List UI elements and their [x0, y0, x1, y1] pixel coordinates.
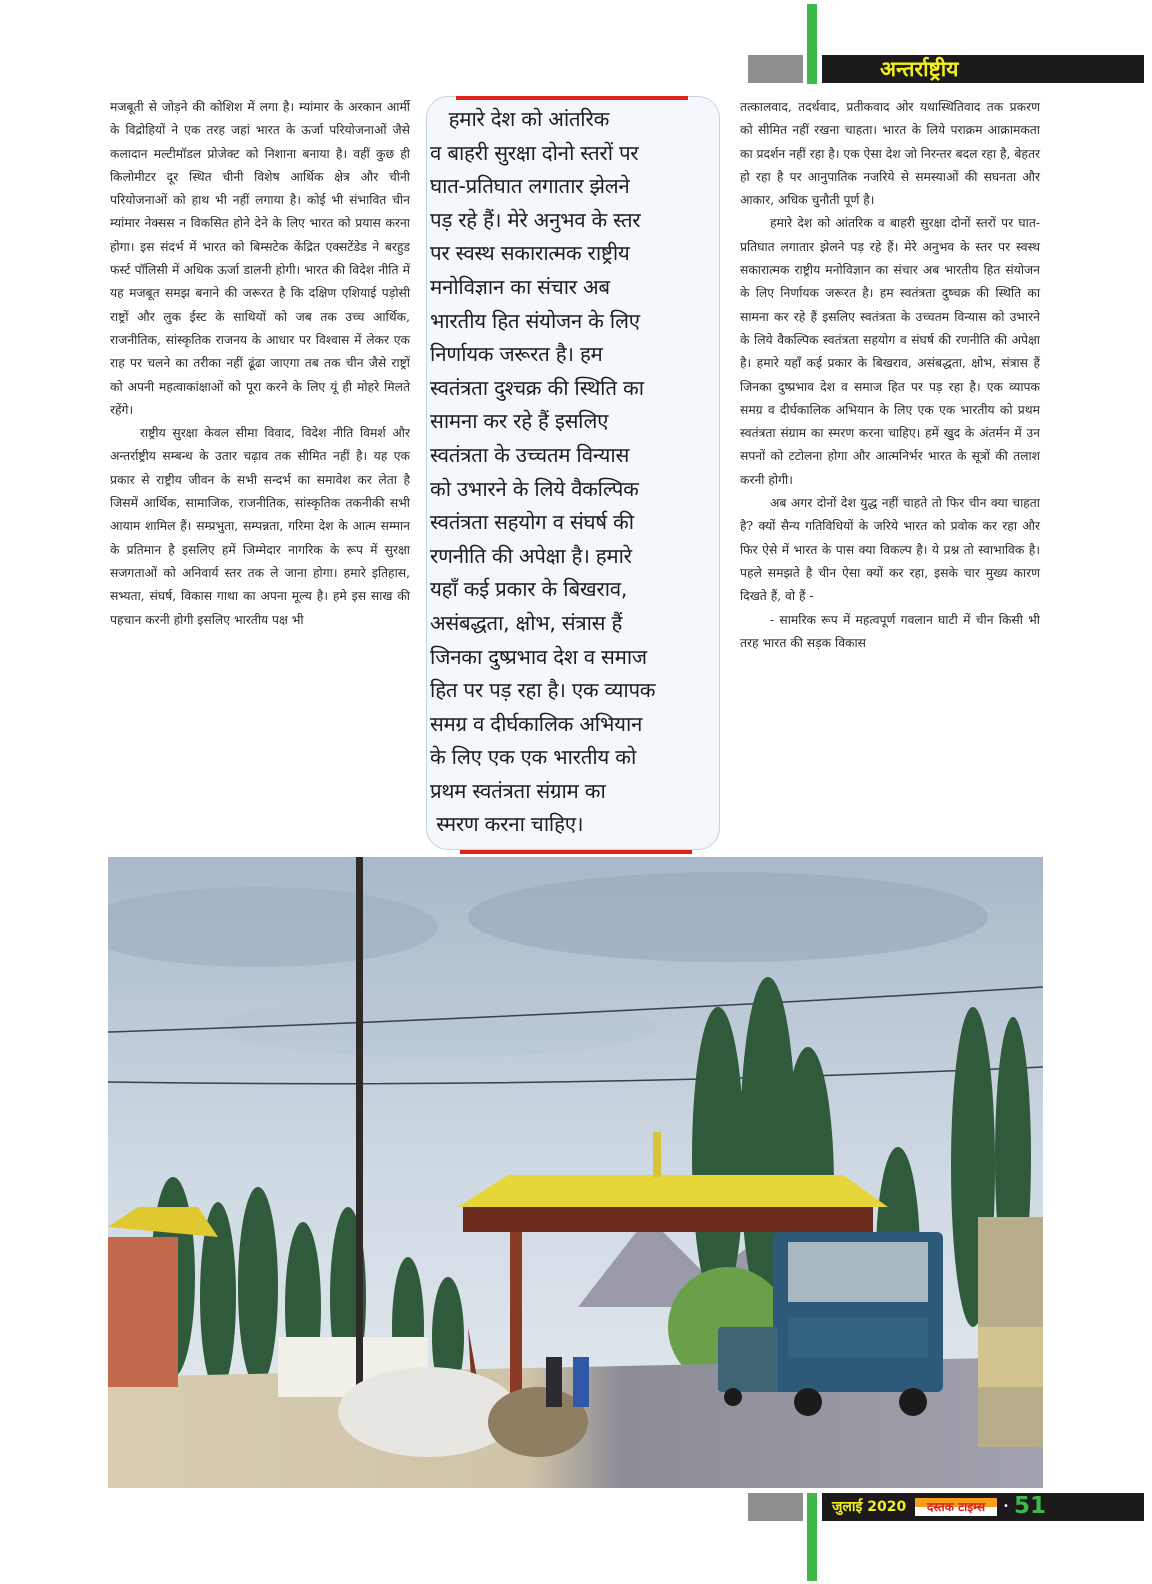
magazine-logo [915, 1498, 997, 1516]
pull-quote-line: सामना कर रहे हैं इसलिए [430, 409, 609, 434]
pull-quote-line: जिनका दुष्प्रभाव देश व समाज [430, 644, 647, 669]
footer-separator: • [1003, 1501, 1009, 1512]
header-green-accent-bar [807, 4, 817, 84]
pull-quote-line: असंबद्धता, क्षोभ, संत्रास हैं [430, 610, 623, 635]
pull-quote-line: हित पर पड़ रहा है। एक व्यापक [430, 678, 656, 703]
truck-right [978, 1217, 1043, 1447]
pull-quote-line: व बाहरी सुरक्षा दोनो स्तरों पर [430, 140, 639, 165]
person-cyclist [573, 1357, 589, 1407]
pull-quote-line: घात-प्रतिघात लगातार झेलने [430, 174, 630, 199]
pull-quote-line: को उभारने के लिये वैकल्पिक [430, 476, 639, 501]
left-paragraph: मजबूती से जोड़ने की कोशिश में लगा है। म्यांमार के अरकान आर्मी के विद्रोहियों ने एक तरह जहां भारत के ऊर्जा परियोजनाओं जैसे कलादान मल्टीमॉडल प्रोजेक्ट को निशाना बनाया है। वहीं कुछ ही किलोमीटर दूर स्थित चीनी विशेष आर्थिक क्षेत्र और चीनी परियोजनाओं को हाथ भी नहीं लगाया है। कोई भी संभावित चीन म्यांमार नेक्सस न विकसित होने देने के लिए भारत को प्रयास करना होगा। इस संदर्भ में भारत को बिम्सटेक केंद्रित एक्सटेंडेड ने बरहुड फर्स्ट पॉलिसी में अधिक ऊर्जा डालनी होगी। भारत की विदेश नीति में यह मजबूत समझ बनाने की जरूरत है कि दक्षिण एशियाई पड़ोसी राष्ट्रों और लुक ईस्ट के साथियों को जब तक उच्च आर्थिक, राजनीतिक, सांस्कृतिक राजनय के आधार पर विश्वास में लेकर एक राह पर चलने का तरीका नहीं ढूंढा जाएगा तब तक चीन जैसे राष्ट्रों को अपनी महत्वाकांक्षाओं को पूरा करने के लिए यूं ही मोहरे मिलते रहेंगे। [110, 100, 410, 417]
magazine-logo-text: दस्तक टाइम्स [926, 1500, 986, 1514]
pull-quote-line: निर्णायक जरूरत है। हम [430, 342, 603, 367]
right-paragraph: - सामरिक रूप में महत्वपूर्ण गवलान घाटी में चीन किसी भी तरह भारत की सड़क विकास [740, 612, 1040, 650]
pull-quote-line: स्वतंत्रता सहयोग व संघर्ष की [430, 510, 634, 535]
pull-quote-line: पड़ रहे हैं। मेरे अनुभव के स्तर [430, 207, 641, 232]
pull-quote-line: यहाँ कई प्रकार के बिखराव, [430, 577, 628, 602]
pull-quote-bottom-rule [460, 850, 692, 854]
left-column [110, 96, 410, 632]
pull-quote-text [430, 103, 720, 842]
footer-gray-block [748, 1493, 803, 1521]
page-number: 51 [1014, 1493, 1047, 1519]
header-black-bar [822, 55, 1144, 83]
cloud [218, 997, 658, 1057]
pull-quote-line: हमारे देश को आंतरिक [430, 107, 610, 131]
right-paragraph: तत्कालवाद, तदर्थवाद, प्रतीकवाद ओर यथास्थितिवाद तक प्रकरण को सीमित नहीं रखना चाहता। भारत के लिये पराक्रम आक्रामकता का प्रदर्शन नहीं रहा है। एक ऐसा देश जो निरन्तर बदल रहा है, बेहतर हो रहा है पर आनुपातिक नजरिये से समस्याओं की सघनता और आकार, अधिक चुनौती पूर्ण है। [740, 100, 1040, 208]
section-title: अन्तर्राष्ट्रीय [880, 57, 959, 81]
footer-green-accent-bar [807, 1493, 817, 1581]
issue-date: जुलाई 2020 [832, 1499, 907, 1515]
road-checkpoint-illustration [108, 857, 1043, 1488]
pull-quote-top-rule [456, 96, 688, 100]
truck-front [773, 1232, 943, 1416]
pull-quote-line: स्वतंत्रता के उच्चतम विन्यास [430, 442, 629, 467]
pull-quote-line: भारतीय हित संयोजन के लिए [430, 308, 640, 333]
pull-quote-line: मनोविज्ञान का संचार अब [430, 274, 610, 299]
left-paragraph: राष्ट्रीय सुरक्षा केवल सीमा विवाद, विदेश नीति विमर्श और अन्तर्राष्ट्रीय सम्बन्ध के उतार चढ़ाव तक सीमित नहीं है। यह एक प्रकार से राष्ट्रीय जीवन के सभी सन्दर्भ का समावेश कर लेता है जिसमें आर्थिक, सामाजिक, राजनीतिक, सांस्कृतिक तकनीकी सभी आयाम शामिल हैं। सम्प्रभुता, सम्पन्नता, गरिमा देश के आत्म सम्मान के प्रतिमान है इसलिए हमें जिम्मेदार नागरिक के रूप में सुरक्षा सजगताओं को अनिवार्य स्तर तक ले जाना होगा। हमारे इतिहास, सभ्यता, संघर्ष, विकास गाथा का अपना मूल्य है। हमे इस साख की पहचान करनी होगी इसलिए भारतीय पक्ष भी [110, 426, 410, 627]
person [546, 1357, 562, 1407]
right-paragraph: अब अगर दोनों देश युद्ध नहीं चाहते तो फिर चीन क्या चाहता है? क्यों सैन्य गतिविधियों के जरिये भारत को प्रवोक कर रहा और फिर ऐसे में भारत के पास क्या विकल्प है। ये प्रश्न तो स्वाभाविक है। पहले समझते है चीन ऐसा क्यों कर रहा, इसके चार मुख्य कारण दिखते हैं, वो हैं - [740, 496, 1040, 604]
cloud [468, 872, 988, 962]
pull-quote-line: स्वतंत्रता दुश्चक्र की स्थिति का [430, 375, 644, 400]
pull-quote-line: पर स्वस्थ सकारात्मक राष्ट्रीय [430, 241, 630, 266]
pull-quote-line: प्रथम स्वतंत्रता संग्राम का [430, 778, 606, 803]
right-column [740, 96, 1040, 655]
temple-building [108, 1237, 178, 1387]
right-paragraph: हमारे देश को आंतरिक व बाहरी सुरक्षा दोनों स्तरों पर घात-प्रतिघात लगातार झेलने पड़ रहे हैं। मेरे अनुभव के स्तर पर स्वस्थ सकारात्मक राष्ट्रीय मनोविज्ञान का संचार अब भारतीय हित संयोजन के लिए निर्णायक जरूरत है। हम स्वतंत्रता दुष्चक्र की स्थिति का सामना कर रहे हैं इसलिए स्वतंत्रता के उच्चतम विन्यास को उभारने के लिये वैकल्पिक स्वतंत्रता सहयोग व संघर्ष की रणनीति की अपेक्षा है। हमारे यहाँ कई प्रकार के बिखराव, असंबद्धता, क्षोभ, संत्रास हैं जिनका दुष्प्रभाव देश व समाज हित पर पड़ रहा है। एक व्यापक समग्र व दीर्घकालिक अभियान के लिए एक एक भारतीय को प्रथम स्वतंत्रता संग्राम का स्मरण करना चाहिए। हमें खुद के अंतर्मन में उन सपनों को टटोलना होगा और आत्मनिर्भर भारत के सूत्रों की तलाश करनी होगी। [740, 216, 1040, 487]
utility-pole [356, 857, 363, 1417]
header-gray-block [748, 55, 803, 83]
pull-quote-line: के लिए एक एक भारतीय को [430, 745, 636, 770]
pull-quote-line: स्मरण करना चाहिए। [430, 812, 584, 837]
pull-quote-line: रणनीति की अपेक्षा है। हमारे [430, 543, 632, 568]
article-photo [108, 857, 1043, 1488]
pull-quote-line: समग्र व दीर्घकालिक अभियान [430, 711, 643, 736]
